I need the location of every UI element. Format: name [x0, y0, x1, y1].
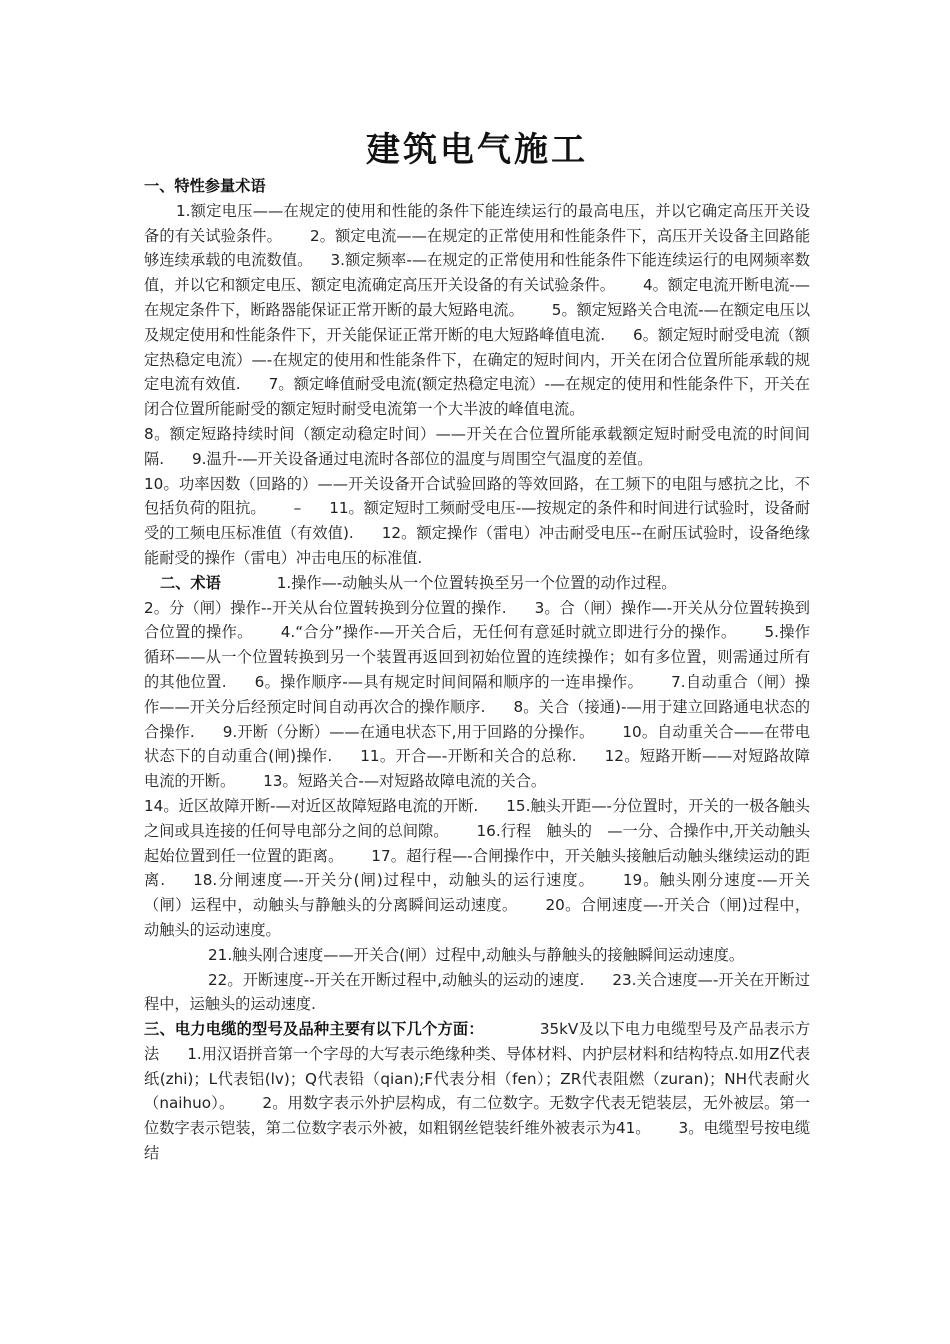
term-short-circuit-making: 13。短路关合-—对短路故障电流的关合。 — [263, 772, 547, 791]
term-rated-breaking-current: 4。额定电流开断电流-—在规定条件下，断路器能保证正常开断的最大短路电流。 — [144, 276, 810, 319]
term-temperature-rise: 9.温升-—开关设备通过电流时各部位的温度与周围空气温度的差值。 — [192, 449, 653, 468]
term-power-frequency-withstand: 11。额定短时工频耐受电压-—按规定的条件和时间进行试验时，设备耐受的工频电压标准值（有效值). — [144, 499, 811, 543]
section-1-block-b — [144, 422, 810, 472]
term-contact-gap: 15.触头开距—-分位置时，开关的一极各触头之间或具连接的任何导电部分之间的总间隙。 — [144, 796, 810, 840]
term-opening-speed: 18.分闸速度—-开关分(闸)过程中，动触头的运行速度。 — [193, 871, 595, 890]
term-opening-operation: 2。分（闸）操作--开关从台位置转换到分位置的操作. — [144, 598, 507, 617]
term-near-fault-breaking: 14。近区故障开断-—对近区故障短路电流的开断. — [144, 796, 479, 815]
dash-mark: – — [293, 499, 302, 518]
term-close-open-operation: 4.“合分”操作-—开关合后，无任何有意延时就立即进行分的操作。 — [280, 623, 737, 642]
document-title: 建筑电气施工 — [366, 130, 588, 170]
term-auto-reclosing: 7.自动重合（闸）操作——开关分后经预定时间自动再次合的操作顺序. — [144, 672, 810, 716]
term-short-circuit-breaking: 12。短路开断——对短路故障电流的开断。 — [144, 747, 810, 791]
section-2-block-b — [144, 596, 810, 794]
section-heading-2: 二、术语 — [160, 573, 221, 592]
cable-model-intro: 35kV及以下电力电缆型号及产品表示方法 — [144, 1020, 811, 1063]
term-switching: 11。开合—-开断和关合的总称. — [360, 747, 577, 766]
cable-model-rule-2: 2。用数字表示外护层构成，有二位数字。无数字代表无铠装层，无外被层。第一位数字表示铠装，第二位数字表示外被，如粗钢丝铠装纤维外被表示为41。 — [144, 1094, 810, 1138]
term-rated-peak-current: 7。额定峰值耐受电流(额定热稳定电流）-—在规定的使用和性能条件下，开关在闭合位置所能耐受的额定短时耐受电流第一个大半波的峰值电流。 — [144, 375, 810, 419]
term-operation: 1.操作—-动触头从一个位置转换至另一个位置的动作过程。 — [276, 573, 677, 592]
term-breaking: 9.开断（分断）——在通电状态下,用于回路的分操作。 — [222, 722, 595, 741]
term-contact-travel: 16.行程 触头的 —一分、合操作中,开关动触头起始位置到任一位置的距离。 — [144, 821, 811, 865]
term-rated-making-current: 5。额定短路关合电流-—在额定电压以及规定使用和性能条件下，开关能保证正常开断的电大短路峰值电流. — [144, 300, 811, 344]
term-closing-operation: 3。合（闸）操作—-开关从分位置转换到合位置的操作。 — [144, 598, 810, 642]
section-heading-3: 三、电力电缆的型号及品种主要有以下几个方面： — [144, 1020, 484, 1039]
term-rated-current: 2。额定电流——在规定的正常使用和性能条件下，高压开关设备主回路能够连续承载的电流数值。 — [144, 226, 811, 270]
section-2-block-e — [144, 968, 810, 1018]
section-2-block-d — [144, 943, 810, 968]
section-3-block-a — [144, 1017, 810, 1166]
section-heading-1: 一、特性参量术语 — [144, 177, 266, 195]
term-impulse-withstand: 12。额定操作（雷电）冲击耐受电压--在耐压试验时，设备绝缘能耐受的操作（雷电）冲击电压的标准值. — [144, 524, 810, 567]
section-2-block-a — [144, 571, 810, 596]
term-auto-remaking: 10。自动重关合——在带电状态下的自动重合(闸)操作. — [144, 722, 811, 766]
term-making: 8。关合（接通)-—用于建立回路通电状态的合操作. — [144, 697, 811, 741]
section-1-block-a — [144, 199, 810, 422]
term-rated-voltage: 1.额定电压——在规定的使用和性能的条件下能连续运行的最高电压，并以它确定高压开关设备的有关试验条件。 — [144, 201, 810, 245]
term-operating-sequence: 6。操作顺序-—具有规定时间间隔和顺序的一连串操作。 — [254, 672, 644, 691]
term-contact-touch-speed: 21.触头刚合速度——开关合(闸）过程中,动触头与静触头的接触瞬间运动速度。 — [208, 945, 745, 964]
cable-model-rule-3: 3。电缆型号按电缆结 — [144, 1119, 811, 1163]
section-2-block-c — [144, 794, 810, 943]
term-rated-frequency: 3.额定频率-—在规定的正常使用和性能条件下能连续运行的电网频率数值，并以它和额定电压、额定电流确定高压开关设备的有关试验条件。 — [144, 251, 810, 295]
term-rated-short-time-current: 6。额定短时耐受电流（额定热稳定电流）—-在规定的使用和性能条件下，在确定的短时间内，开关在闭合位置所能承载的规定电流有效值. — [144, 325, 810, 394]
term-closing-speed: 20。合闸速度—-开关合（闸)过程中，动触头的运动速度。 — [144, 896, 811, 939]
term-breaking-speed: 22。开断速度--开关在开断过程中,动触头的运动的速度. — [208, 970, 585, 989]
section-1-block-c — [144, 472, 810, 571]
term-short-circuit-duration: 8。额定短路持续时间（额定动稳定时间）——开关在合位置所能承载额定短时耐受电流的时间间隔. — [144, 424, 810, 468]
term-over-travel: 17。超行程—-合闸操作中，开关触头接触后动触头继续运动的距离. — [144, 846, 811, 890]
term-making-speed: 23.关合速度—-开关在开断过程中，运触头的运动速度. — [144, 970, 810, 1014]
document-body — [144, 174, 810, 1166]
term-operating-cycle: 5.操作循环——从一个位置转换到另一个装置再返回到初始位置的连续操作；如有多位置，则需通过所有的其他位置. — [144, 623, 810, 691]
term-power-factor: 10。功率因数（回路的）——开关设备开合试验回路的等效回路，在工频下的电阻与感抗之比，不包括负荷的阻抗。 — [144, 474, 810, 518]
cable-model-rule-1: 1.用汉语拼音第一个字母的大写表示绝缘种类、导体材料、内护层材料和结构特点.如用Z代表纸(zhi)；L代表铝(lv)；Q代表铅（qian);F代表分相（fen）；ZR代表阻燃（zuran)；NH代表耐火（naihuo）。 — [144, 1044, 811, 1113]
term-contact-separation-speed: 19。触头刚分速度-—开关（闸）运程中，动触头与静触头的分离瞬间运动速度。 — [144, 871, 810, 915]
